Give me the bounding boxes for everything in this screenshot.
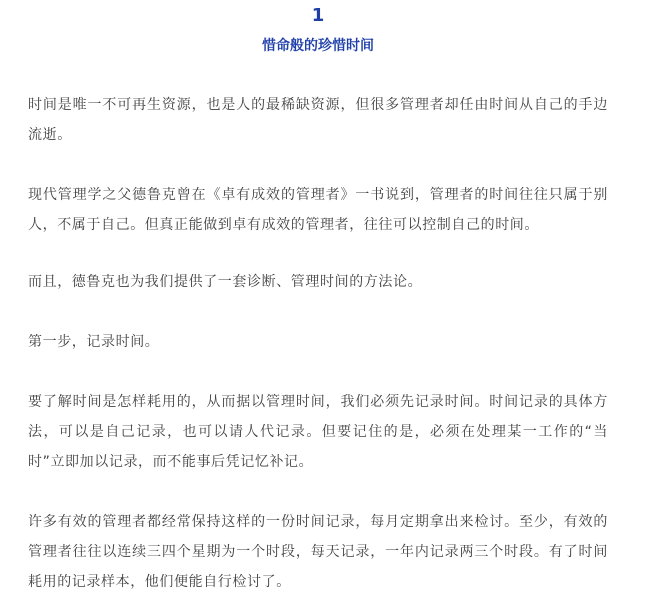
section-title: 惜命般的珍惜时间 xyxy=(262,38,374,54)
paragraph-methodology: 而且，德鲁克也为我们提供了一套诊断、管理时间的方法论。 xyxy=(28,274,423,290)
paragraph-record-review: 许多有效的管理者都经常保持这样的一份时间记录，每月定期拿出来检讨。至少，有效的管理者往往以连续三四个星期为一个时段，每天记录，一年内记录两三个时段。有了时间耗用的记录样本，他们便能自行检讨了。 xyxy=(28,514,608,590)
paragraph-step-one: 第一步，记录时间。 xyxy=(28,334,160,350)
paragraph-record-method: 要了解时间是怎样耗用的，从而据以管理时间，我们必须先记录时间。时间记录的具体方法，可以是自己记录，也可以请人代记录。但要记住的是，必须在处理某一工作的“当时”立即加以记录，而不能事后凭记忆补记。 xyxy=(28,394,608,470)
paragraph-intro: 时间是唯一不可再生资源，也是人的最稀缺资源，但很多管理者却任由时间从自己的手边流逝。 xyxy=(28,97,608,143)
section-number: 1 xyxy=(311,5,325,26)
paragraph-drucker-quote: 现代管理学之父德鲁克曾在《卓有成效的管理者》一书说到，管理者的时间往往只属于别人，不属于自己。但真正能做到卓有成效的管理者，往往可以控制自己的时间。 xyxy=(28,187,608,233)
